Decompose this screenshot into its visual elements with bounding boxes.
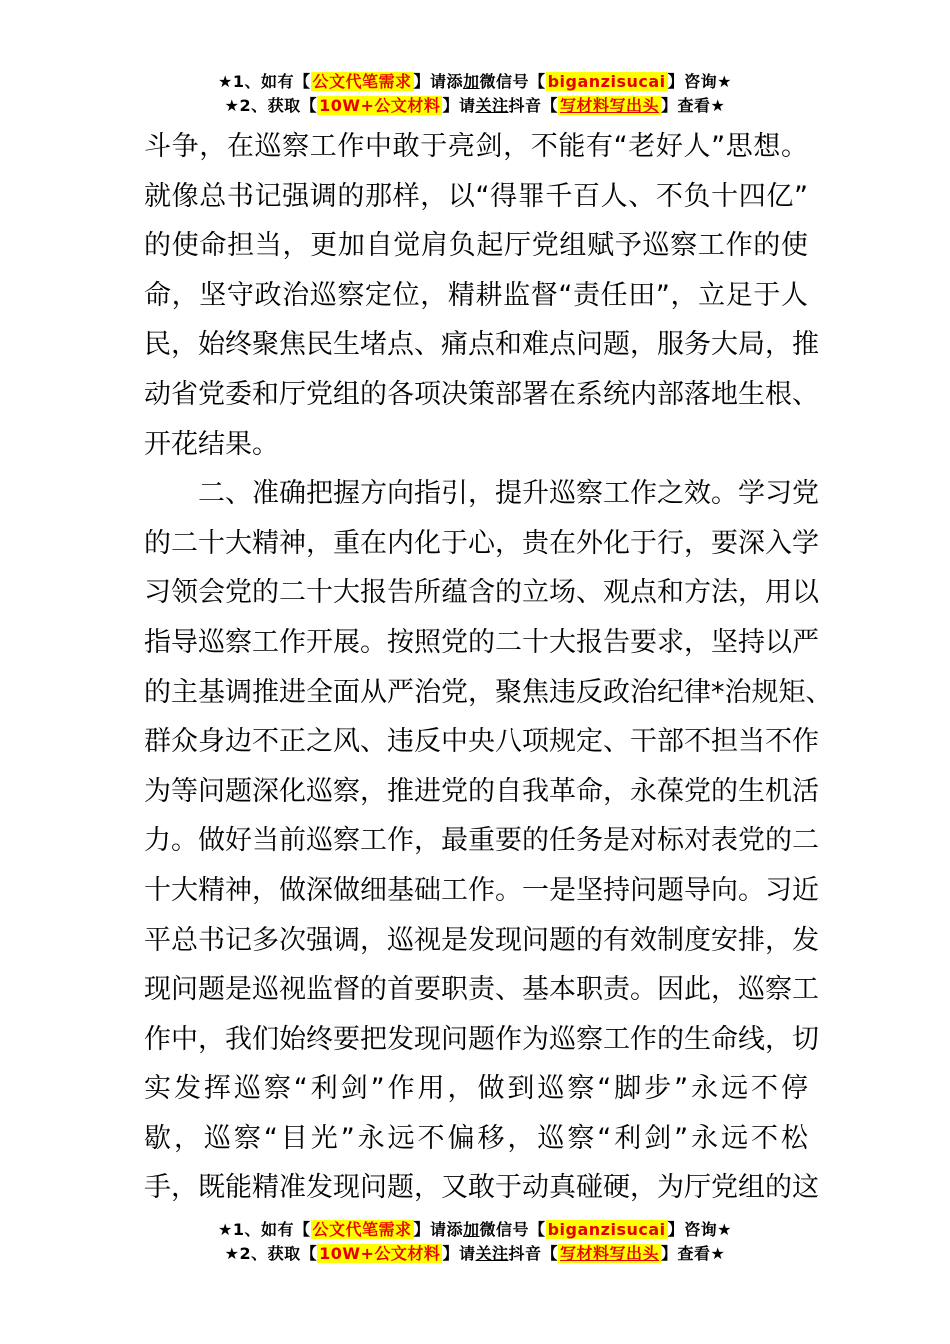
banner-text: 微信号【	[479, 72, 546, 91]
text-line: 为等问题深化巡察，推进党的自我革命，永葆党的生机活	[144, 775, 819, 807]
text-line: 手，既能精准发现问题，又敢于动真碰硬，为厅党组的这	[144, 1172, 819, 1204]
footer-banner	[0, 1218, 950, 1266]
banner-text: 关注	[475, 96, 509, 115]
document-body	[144, 122, 833, 1213]
banner-text: ★2、获取【	[224, 1244, 318, 1263]
banner-text: 抖音【	[508, 1244, 558, 1263]
text-line: 十大精神，做深做细基础工作。一是坚持问题导向。习近	[144, 874, 819, 906]
banner-text: 关注	[475, 1244, 509, 1263]
text-line: 动省党委和厅党组的各项决策部署在系统内部落地生根、	[144, 378, 819, 410]
banner-text: 抖音【	[508, 96, 558, 115]
text-line: 现问题是巡视监督的首要职责、基本职责。因此，巡察工	[144, 974, 819, 1006]
text-line: 命，坚守政治巡察定位，精耕监督“责任田”，立足于人	[144, 279, 808, 311]
text-line: 习领会党的二十大报告所蕴含的立场、观点和方法，用以	[144, 577, 819, 609]
banner-text: 加	[463, 1220, 480, 1239]
banner-text: 微信号【	[479, 1220, 546, 1239]
banner-text: 】请	[442, 96, 476, 115]
banner-text: ★2、获取【	[224, 96, 318, 115]
banner-highlight: 10W+公文材料	[319, 1244, 441, 1263]
text-line: 就像总书记强调的那样，以“得罪千百人、不负十四亿”	[144, 180, 808, 212]
text-line: 指导巡察工作开展。按照党的二十大报告要求，坚持以严	[144, 626, 819, 658]
banner-text: 】请添	[413, 72, 464, 91]
banner-highlight: biganzisucai	[547, 72, 666, 91]
banner-text: 】查看★	[661, 96, 726, 115]
header-banner	[0, 70, 950, 118]
text-line: 斗争，在巡察工作中敢于亮剑，不能有“老好人”思想。	[144, 131, 808, 162]
banner-text: 】咨询★	[667, 72, 732, 91]
banner-text: ★1、如有【	[218, 72, 311, 91]
text-line: 的主基调推进全面从严治党，聚焦违反政治纪律*治规矩、	[144, 676, 833, 708]
banner-highlight: 10W+公文材料	[319, 96, 441, 115]
paragraph-1	[144, 122, 819, 469]
banner-highlight: 公文代笔需求	[312, 1220, 412, 1239]
banner-line-1	[0, 1218, 950, 1242]
banner-text: 加	[463, 72, 480, 91]
banner-line-2	[0, 94, 950, 118]
banner-line-1	[0, 70, 950, 94]
banner-highlight: 公文代笔需求	[312, 72, 412, 91]
banner-text: 】查看★	[661, 1244, 726, 1263]
text-line: 平总书记多次强调，巡视是发现问题的有效制度安排，发	[144, 924, 819, 956]
text-line: 作中，我们始终要把发现问题作为巡察工作的生命线，切	[144, 1023, 819, 1055]
text-line: 歇，巡察“目光”永远不偏移，巡察“利剑”永远不松	[144, 1122, 808, 1154]
banner-highlight: 写材料写出头	[559, 96, 659, 115]
text-line: 的使命担当，更加自觉肩负起厅党组赋予巡察工作的使	[144, 230, 808, 262]
text-line: 群众身边不正之风、违反中央八项规定、干部不担当不作	[144, 726, 819, 758]
text-line: 民，始终聚焦民生堵点、痛点和难点问题，服务大局，推	[144, 329, 819, 361]
paragraph-2	[144, 469, 833, 1213]
text-line: 二、准确把握方向指引，提升巡察工作之效。学习党	[198, 478, 819, 510]
banner-text: 】咨询★	[667, 1220, 732, 1239]
banner-text: 】请	[442, 1244, 476, 1263]
banner-line-2	[0, 1242, 950, 1266]
banner-highlight: biganzisucai	[547, 1220, 666, 1239]
text-line: 的二十大精神，重在内化于心，贵在外化于行，要深入学	[144, 527, 819, 559]
banner-text: ★1、如有【	[218, 1220, 311, 1239]
text-line: 开花结果。	[144, 428, 279, 460]
banner-text: 】请添	[413, 1220, 464, 1239]
banner-highlight: 写材料写出头	[559, 1244, 659, 1263]
text-line: 力。做好当前巡察工作，最重要的任务是对标对表党的二	[144, 825, 819, 857]
text-line: 实发挥巡察“利剑”作用，做到巡察“脚步”永远不停	[144, 1073, 808, 1105]
